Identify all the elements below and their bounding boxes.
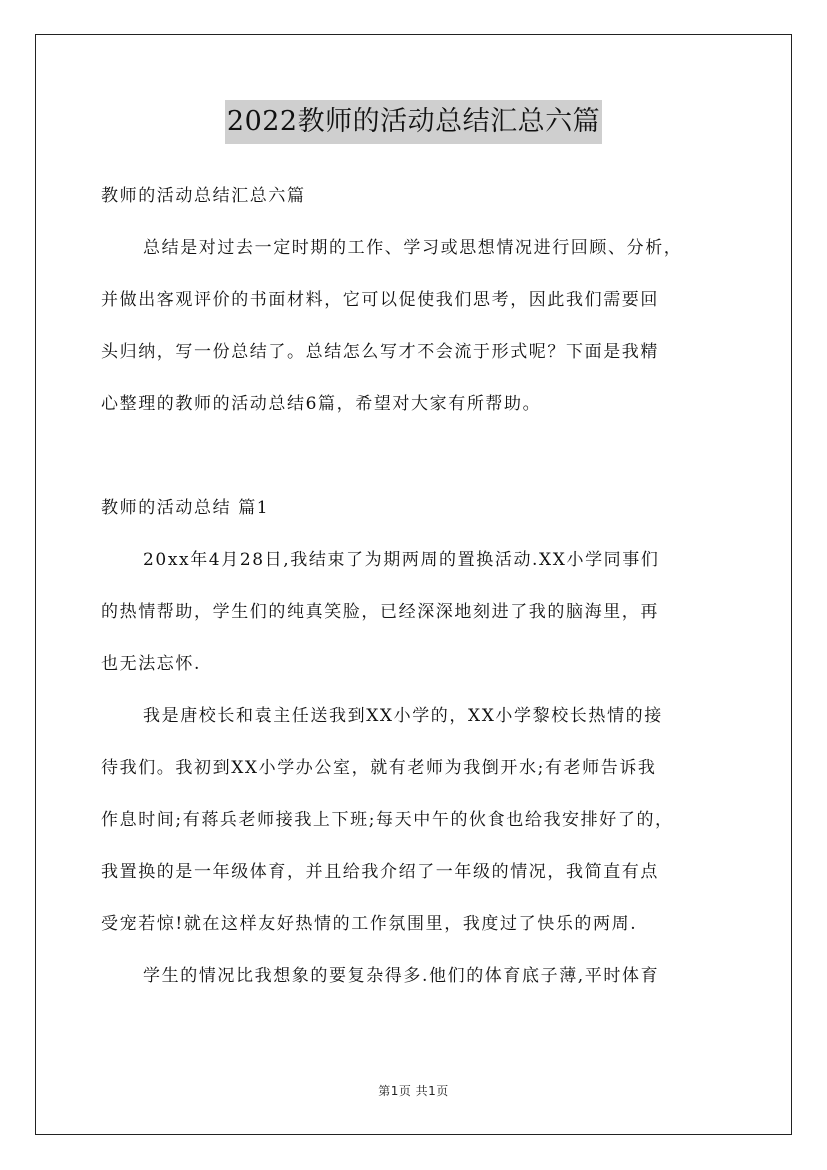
paragraph-line: 我置换的是一年级体育，并且给我介绍了一年级的情况，我简直有点 xyxy=(101,862,659,882)
section-heading: 教师的活动总结 篇1 xyxy=(101,498,270,518)
intro-line: 总结是对过去一定时期的工作、学习或思想情况进行回顾、分析， xyxy=(143,238,683,258)
intro-line: 头归纳，写一份总结了。总结怎么写才不会流于形式呢？下面是我精 xyxy=(101,342,659,362)
paragraph-line: 的热情帮助，学生们的纯真笑脸，已经深深地刻进了我的脑海里，再 xyxy=(101,602,659,622)
intro-line: 并做出客观评价的书面材料，它可以促使我们思考，因此我们需要回 xyxy=(101,290,659,310)
title-container xyxy=(0,100,827,144)
intro-heading: 教师的活动总结汇总六篇 xyxy=(101,186,306,206)
section-spacer xyxy=(101,430,741,482)
document-title: 2022教师的活动总结汇总六篇 xyxy=(225,100,602,144)
paragraph-line: 我是唐校长和袁主任送我到XX小学的，XX小学黎校长热情的接 xyxy=(143,706,663,726)
paragraph-line: 也无法忘怀. xyxy=(101,654,202,674)
intro-line: 心整理的教师的活动总结6篇，希望对大家有所帮助。 xyxy=(101,394,542,414)
document-body xyxy=(101,170,741,1002)
paragraph-line: 学生的情况比我想象的要复杂得多.他们的体育底子薄,平时体育 xyxy=(143,966,660,986)
paragraph-line: 20xx年4月28日,我结束了为期两周的置换活动.XX小学同事们 xyxy=(143,550,660,570)
page-number: 第1页 共1页 xyxy=(378,1084,449,1098)
paragraph-line: 作息时间;有蒋兵老师接我上下班;每天中午的伙食也给我安排好了的， xyxy=(101,810,674,830)
paragraph-line: 待我们。我初到XX小学办公室，就有老师为我倒开水;有老师告诉我 xyxy=(101,758,657,778)
paragraph-line: 受宠若惊!就在这样友好热情的工作氛围里，我度过了快乐的两周. xyxy=(101,914,638,934)
